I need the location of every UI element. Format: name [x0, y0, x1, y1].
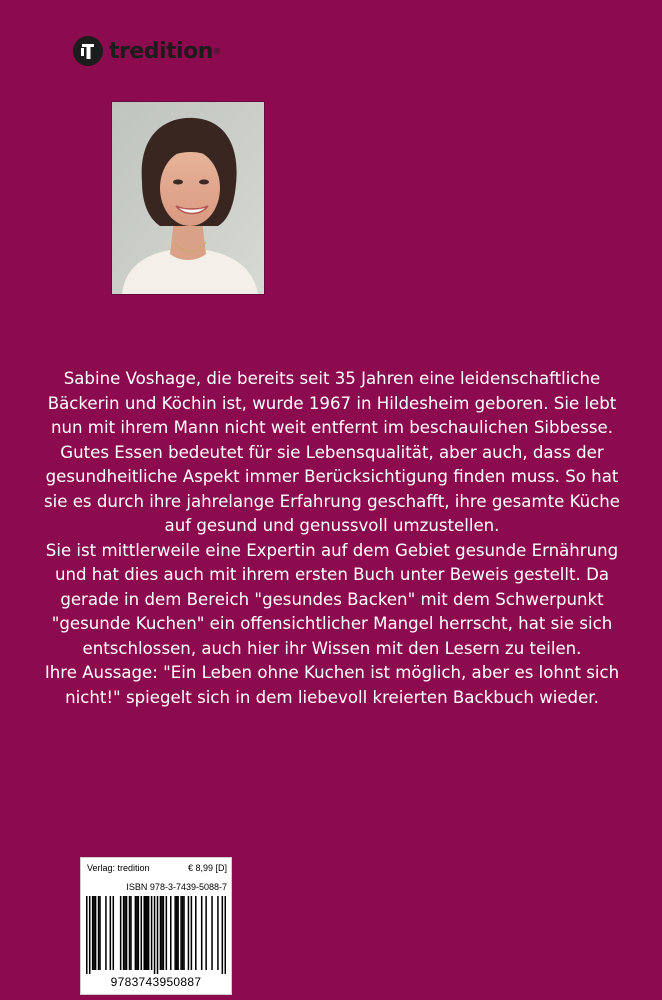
- barcode-bar: [130, 896, 132, 970]
- barcode-bar: [105, 896, 107, 970]
- barcode-bar: [145, 896, 147, 970]
- price-label: € 8,99 [D]: [187, 863, 227, 873]
- biography-paragraph: Ihre Aussage: "Ein Leben ohne Kuchen ist möglich, aber es lohnt sich nicht!" spiegelt sich in dem liebevoll kreierten Backbuch wieder.: [44, 663, 620, 707]
- barcode-bar: [146, 896, 148, 970]
- barcode-bar: [148, 896, 150, 970]
- barcode-bar: [110, 896, 112, 970]
- barcode-bar: [124, 896, 126, 970]
- ean-number: 9783743950887: [110, 975, 202, 989]
- biography-paragraph: Sabine Voshage, die bereits seit 35 Jahren eine leidenschaftliche Bäckerin und Köchin ist, wurde 1967 in Hildesheim geboren. Sie lebt nun mit ihrem Mann nicht weit entfernt im beschaulichen Sibbesse.: [47, 369, 617, 437]
- barcode-bar: [141, 896, 143, 970]
- barcode-bar: [211, 896, 213, 970]
- barcode-bar: [129, 896, 131, 970]
- barcode-bar: [123, 896, 125, 970]
- barcode-bar: [166, 896, 168, 970]
- barcode-bar: [98, 896, 100, 970]
- barcode-bar: [191, 896, 193, 970]
- barcode-bar: [95, 896, 97, 970]
- barcode-bar: [160, 896, 162, 970]
- barcode-bar: [163, 896, 165, 970]
- barcode-bar: [86, 896, 88, 974]
- trademark-mark: ®: [212, 46, 221, 56]
- barcode-bar: [205, 896, 207, 970]
- author-portrait-photo: [111, 101, 265, 295]
- barcode-bar: [176, 896, 178, 970]
- barcode-bar: [225, 896, 226, 974]
- biography-paragraph: Sie ist mittlerweile eine Expertin auf dem Gebiet gesunde Ernährung und hat dies auch mit ihrem ersten Buch unter Beweis gestellt. Da gerade in dem Bereich "gesundes Backen" mit dem Schwerpunkt "gesunde Kuchen" ein offensichtlicher Mangel herrscht, hat sie sich entschlossen, auch hier ihr Wissen mit den Lesern zu teilen.: [45, 540, 619, 658]
- barcode-bar: [201, 896, 203, 970]
- publisher-label: Verlag: tredition: [87, 863, 150, 873]
- barcode-bar: [154, 896, 156, 974]
- barcode-bar: [138, 896, 140, 970]
- barcode-bar: [151, 896, 153, 970]
- publisher-logo-text: tredition: [109, 38, 213, 64]
- price-row: [87, 863, 227, 873]
- barcode-bar: [120, 896, 122, 970]
- isbn-barcode-label: [80, 857, 232, 995]
- barcode-bar: [99, 896, 101, 970]
- tredition-t-icon: [73, 36, 103, 66]
- barcode-bar: [161, 896, 163, 970]
- barcode-bar: [126, 896, 128, 970]
- biography-paragraph: Gutes Essen bedeutet für sie Lebensqualität, aber auch, dass der gesundheitliche Aspekt immer Berücksichtigung finden muss. So hat sie es durch ihre jahrelange Erfahrung geschafft, ihre gesamte Küche auf gesund und genussvoll umzustellen.: [43, 442, 621, 535]
- barcode-bar: [93, 896, 95, 970]
- barcode-bar: [188, 896, 190, 970]
- barcode-bar: [157, 896, 159, 974]
- barcode-bar: [89, 896, 91, 974]
- barcode-bar: [182, 896, 184, 970]
- barcode-bar: [180, 896, 182, 970]
- publisher-logo: [73, 36, 221, 66]
- barcode-bar: [222, 896, 224, 974]
- barcode-bars: [86, 896, 226, 974]
- barcode-bar: [113, 896, 115, 970]
- barcode-bar: [135, 896, 137, 970]
- barcode-bar: [174, 896, 176, 970]
- barcode-bar: [92, 896, 94, 970]
- barcode-bar: [195, 896, 197, 970]
- barcode-bar: [143, 896, 145, 970]
- isbn-label: ISBN 978-3-7439-5088-7: [126, 882, 227, 892]
- barcode-bar: [217, 896, 219, 970]
- barcode-bar: [136, 896, 138, 970]
- barcode-bar: [177, 896, 179, 970]
- barcode-bar: [170, 896, 172, 970]
- barcode-bar: [183, 896, 185, 970]
- author-biography: [40, 367, 624, 710]
